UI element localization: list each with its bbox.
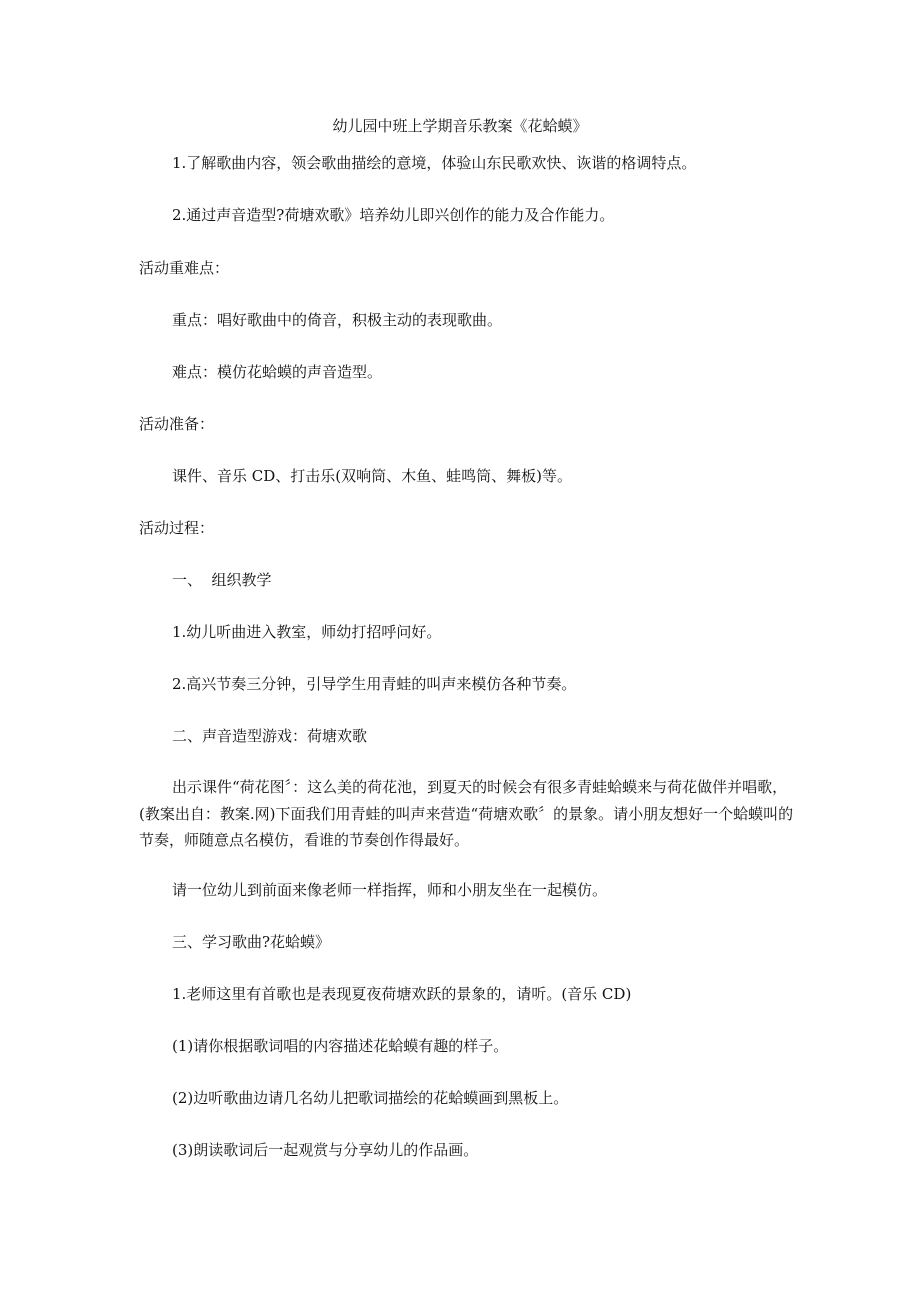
difficulty-heading: 活动重难点： <box>139 259 230 277</box>
key-point: 重点：唱好歌曲中的倚音，积极主动的表现歌曲。 <box>172 311 503 329</box>
step-3-1a: (1)请你根据歌词唱的内容描述花蛤蟆有趣的样子。 <box>172 1037 509 1055</box>
section-3-heading: 三、学习歌曲?花蛤蟆》 <box>172 933 331 951</box>
paragraph-lotus: 出示课件“荷花图〞：这么美的荷花池，到夏天的时候会有很多青蛙蛤蟆来与荷花做伴并唱歌，(教案出自：教案.网)下面我们用青蛙的叫声来营造“荷塘欢歌〞的景象。请小朋友想好一个蛤蟆叫的节奏，师随意点名模仿，看谁的节奏创作得最好。 <box>139 778 794 849</box>
step-1-2: 2.高兴节奏三分钟，引导学生用青蛙的叫声来模仿各种节奏。 <box>172 675 577 693</box>
prep-text: 课件、音乐 CD、打击乐(双响筒、木鱼、蛙鸣筒、舞板)等。 <box>172 467 572 485</box>
step-3-1c: (3)朗读歌词后一起观赏与分享幼儿的作品画。 <box>172 1141 479 1159</box>
step-3-1: 1.老师这里有首歌也是表现夏夜荷塘欢跃的景象的，请听。(音乐 CD) <box>172 985 632 1003</box>
goal-1: 1.了解歌曲内容，领会歌曲描绘的意境，体验山东民歌欢快、诙谐的格调特点。 <box>172 154 697 172</box>
document-title: 幼儿园中班上学期音乐教案《花蛤蟆》 <box>332 117 588 135</box>
step-3-1b: (2)边听歌曲边请几名幼儿把歌词描绘的花蛤蟆画到黑板上。 <box>172 1089 569 1107</box>
paragraph-conductor: 请一位幼儿到前面来像老师一样指挥，师和小朋友坐在一起模仿。 <box>172 881 608 899</box>
step-1-1: 1.幼儿听曲进入教室，师幼打招呼问好。 <box>172 623 442 641</box>
goal-2: 2.通过声音造型?荷塘欢歌》培养幼儿即兴创作的能力及合作能力。 <box>172 206 615 224</box>
section-2-heading: 二、声音造型游戏：荷塘欢歌 <box>172 727 368 745</box>
prep-heading: 活动准备： <box>139 415 215 433</box>
hard-point: 难点：模仿花蛤蟆的声音造型。 <box>172 363 383 381</box>
section-1-heading: 一、 组织教学 <box>172 571 272 589</box>
process-heading: 活动过程： <box>139 519 215 537</box>
